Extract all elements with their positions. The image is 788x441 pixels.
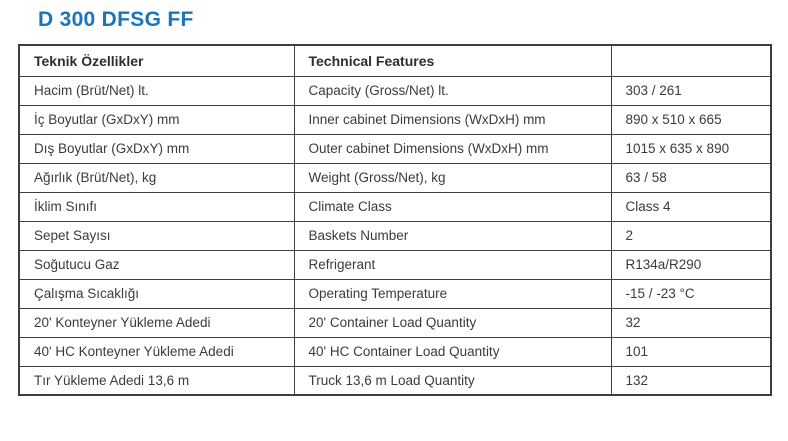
cell-english-label: Inner cabinet Dimensions (WxDxH) mm (294, 105, 611, 134)
cell-turkish-label: 40' HC Konteyner Yükleme Adedi (19, 337, 294, 366)
cell-value: R134a/R290 (611, 250, 771, 279)
cell-value: 890 x 510 x 665 (611, 105, 771, 134)
cell-turkish-label: Ağırlık (Brüt/Net), kg (19, 163, 294, 192)
cell-english-label: 20' Container Load Quantity (294, 308, 611, 337)
cell-english-label: Climate Class (294, 192, 611, 221)
table-row (19, 192, 771, 221)
cell-value: 2 (611, 221, 771, 250)
table-row (19, 76, 771, 105)
cell-english-label: Baskets Number (294, 221, 611, 250)
header-cell-english: Technical Features (294, 45, 611, 76)
cell-turkish-label: Sepet Sayısı (19, 221, 294, 250)
cell-value: -15 / -23 °C (611, 279, 771, 308)
table-row (19, 308, 771, 337)
cell-value: 63 / 58 (611, 163, 771, 192)
cell-turkish-label: Tır Yükleme Adedi 13,6 m (19, 366, 294, 395)
spec-table-header (19, 45, 771, 76)
cell-turkish-label: İklim Sınıfı (19, 192, 294, 221)
cell-value: 32 (611, 308, 771, 337)
header-row (19, 45, 771, 76)
cell-turkish-label: Soğutucu Gaz (19, 250, 294, 279)
cell-value: 1015 x 635 x 890 (611, 134, 771, 163)
spec-table-body (19, 76, 771, 395)
header-cell-value (611, 45, 771, 76)
cell-value: 303 / 261 (611, 76, 771, 105)
cell-english-label: Capacity (Gross/Net) lt. (294, 76, 611, 105)
cell-turkish-label: İç Boyutlar (GxDxY) mm (19, 105, 294, 134)
cell-turkish-label: Dış Boyutlar (GxDxY) mm (19, 134, 294, 163)
table-row (19, 250, 771, 279)
spec-table (18, 44, 772, 396)
table-row (19, 134, 771, 163)
cell-english-label: Truck 13,6 m Load Quantity (294, 366, 611, 395)
header-cell-turkish: Teknik Özellikler (19, 45, 294, 76)
table-row (19, 105, 771, 134)
cell-english-label: Outer cabinet Dimensions (WxDxH) mm (294, 134, 611, 163)
table-row (19, 366, 771, 395)
product-title: D 300 DFSG FF (38, 8, 194, 31)
cell-english-label: Refrigerant (294, 250, 611, 279)
cell-turkish-label: 20' Konteyner Yükleme Adedi (19, 308, 294, 337)
cell-turkish-label: Hacim (Brüt/Net) lt. (19, 76, 294, 105)
table-row (19, 337, 771, 366)
table-row (19, 163, 771, 192)
cell-value: Class 4 (611, 192, 771, 221)
cell-value: 101 (611, 337, 771, 366)
cell-turkish-label: Çalışma Sıcaklığı (19, 279, 294, 308)
cell-english-label: Operating Temperature (294, 279, 611, 308)
cell-value: 132 (611, 366, 771, 395)
cell-english-label: Weight (Gross/Net), kg (294, 163, 611, 192)
table-row (19, 279, 771, 308)
cell-english-label: 40' HC Container Load Quantity (294, 337, 611, 366)
table-row (19, 221, 771, 250)
